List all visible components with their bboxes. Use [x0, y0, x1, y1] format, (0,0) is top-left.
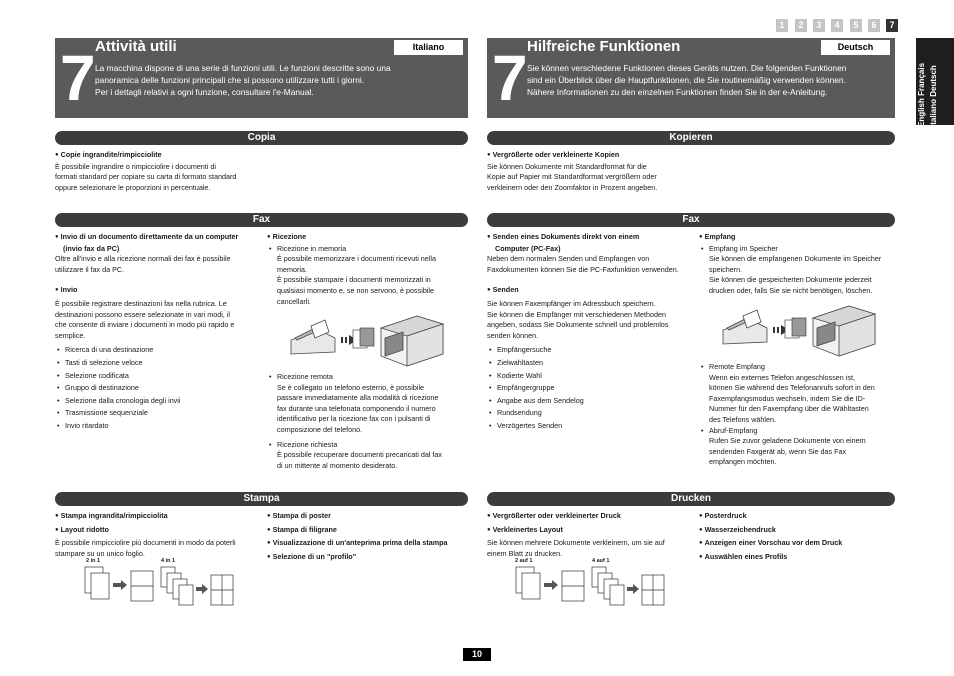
merged-page-icon — [562, 571, 584, 601]
fax-send-column-de: ● Senden eines Dokuments direkt von einem Computer (PC-Fax) Neben dem normalen Senden und Empfangen von Faxdokumenten können Sie die PC-Faxfunktion verwenden. ● Senden Sie können Faxempfänger im Adressbuch speichern. Sie können die Empfänger mit verschiedenen Methoden angeben, sodass Sie Dokumente schnell und problemlos senden können. • Empfängersuche • Zielwahltasten • Kodierte Wahl • Empfängergruppe • Angabe aus dem Sendelog • Rundsendung • Verzögertes Senden — [487, 232, 697, 434]
language-side-tab — [916, 38, 954, 125]
chapter-number: 7 — [492, 42, 528, 114]
page-tab-7[interactable]: 7 — [886, 19, 898, 32]
print-column-a-it: ● Stampa ingrandita/rimpicciolita ● Layout ridotto È possibile rimpicciolire più documenti in modo da poterli stampare su un unico foglio. — [55, 511, 265, 559]
reduced-layout-illustration — [514, 565, 674, 610]
arrow-right-icon — [196, 584, 208, 594]
chapter-header-italian — [55, 38, 468, 118]
page-tab-2[interactable]: 2 — [795, 19, 807, 32]
layout-4in1-label: 4 in 1 — [161, 558, 176, 564]
layout-2in1-label: 2 in 1 — [86, 558, 101, 564]
page-stack-icon — [161, 567, 193, 605]
copy-section-de: ● Vergrößerte oder verkleinerte Kopien Sie können Dokumente mit Standardformat für die Kopie auf Papier mit Standardformat vergrößern oder verkleinern oder den Zoomfaktor in Prozent angeben. — [487, 150, 717, 193]
page-tab-6[interactable]: 6 — [868, 19, 880, 32]
section-header-fax-it: Fax — [55, 213, 468, 227]
chapter-title: Hilfreiche Funktionen — [527, 38, 681, 55]
chapter-intro: La macchina dispone di una serie di funzioni utili. Le funzioni descritte sono una panoramica delle funzioni principali che si possono utilizzare tutti i giorni. Per i dettagli relativi a ogni funzione, consultare l'e-Manual. — [95, 63, 391, 97]
fax-machine-icon — [291, 320, 335, 354]
printer-icon — [813, 306, 875, 356]
chapter-intro: Sie können verschiedene Funktionen dieses Geräts nutzen. Die folgenden Funktionen sind ein Überblick über die Hauptfunktionen, die Sie routinemäßig verwenden können. Nähere Informationen zu den einzelnen Funktionen finden Sie in der e-Anleitung. — [527, 63, 847, 97]
layout-4in1-label: 4 auf 1 — [592, 558, 610, 564]
section-header-drucken: Drucken — [487, 492, 895, 506]
print-column-b-de: ● Posterdruck ● Wasserzeichendruck ● Anzeigen einer Vorschau vor dem Druck ● Auswählen eines Profils — [699, 511, 909, 565]
page-tab-4[interactable]: 4 — [831, 19, 843, 32]
page-stack-icon — [592, 567, 624, 605]
merged-page-icon — [211, 575, 233, 605]
section-header-fax-de: Fax — [487, 213, 895, 227]
arrow-right-icon — [113, 580, 127, 590]
fax-machine-icon — [723, 310, 767, 344]
side-tab-line1: English Français — [917, 62, 926, 127]
copy-section-it: ● Copie ingrandite/rimpicciolite È possibile ingrandire o rimpicciolire i documenti di formati standard per copiare su carta di formato standard oppure selezionare le proporzioni in percentuale. — [55, 150, 285, 193]
fax-receive-bottom-it: • Ricezione remota Se è collegato un telefono esterno, è possibile passare immediatamente alla modalità di ricezione fax durante una telefonata componendo il numero identificativo per la ricezione fax con i pulsanti di composizione del telefono. • Ricezione richiesta È possibile recuperare documenti precaricati dal fax di un mittente al momento desiderato. — [267, 372, 467, 471]
section-header-stampa: Stampa — [55, 492, 468, 506]
layout-2in1-label: 2 auf 1 — [515, 558, 533, 564]
document-icon — [785, 318, 806, 338]
fax-send-column-it: ● Invio di un documento direttamente da un computer (invio fax da PC) Oltre all'invio e alla ricezione normali dei fax è possibile utilizzare il fax da PC. ● Invio È possibile registrare destinazioni fax nella rubrica. Le destinazioni possono essere selezionate in vari modi, il che consente di inviare i documenti in modo più rapido e semplice. • Ricerca di una destinazione • Tasti di selezione veloce • Selezione codificata • Gruppo di destinazione • Selezione dalla cronologia degli invii • Trasmissione sequenziale • Invio ritardato — [55, 232, 267, 434]
language-badge: Italiano — [394, 40, 463, 55]
print-column-a-de: ● Vergrößerter oder verkleinerter Druck ● Verkleinertes Layout Sie können mehrere Dokumente verkleinern, um sie auf einem Blatt zu drucken. — [487, 511, 697, 559]
chapter-number: 7 — [60, 42, 96, 114]
fax-receive-top-de: ● Empfang • Empfang im Speicher Sie können die empfangenen Dokumente im Speicher speichern. Sie können die gespeicherten Dokumente jederzeit drucken oder, falls Sie sie nicht benötigen, löschen. — [699, 232, 899, 297]
page-stack-icon — [516, 567, 540, 599]
arrow-right-icon — [627, 584, 639, 594]
merged-page-icon — [131, 571, 153, 601]
document-icon — [353, 328, 374, 348]
fax-receive-illustration — [717, 300, 877, 358]
side-tab-line2: Italiano Deutsch — [929, 65, 938, 127]
fax-receive-bottom-de: • Remote Empfang Wenn ein externes Telefon angeschlossen ist, können Sie während des Telefonanrufs sofort in den Faxempfangsmodus wechseln, indem Sie die ID- Nummer für den Faxempfang über die Wähltasten des Telefons wählen. • Abruf-Empfang Rufen Sie zuvor geladene Dokumente von einem sendenden Faxgerät ab, wenn Sie das Fax empfangen möchten. — [699, 362, 899, 468]
page-stack-icon — [85, 567, 109, 599]
page-tab-3[interactable]: 3 — [813, 19, 825, 32]
merged-page-icon — [642, 575, 664, 605]
reduced-layout-illustration — [83, 565, 243, 610]
section-header-copia: Copia — [55, 131, 468, 145]
arrow-right-icon — [544, 580, 558, 590]
fax-receive-illustration — [285, 310, 445, 368]
page-tab-5[interactable]: 5 — [850, 19, 862, 32]
section-header-kopieren: Kopieren — [487, 131, 895, 145]
fax-receive-top-it: ● Ricezione • Ricezione in memoria È possibile memorizzare i documenti ricevuti nella memoria. È possibile stampare i documenti memorizzati in qualsiasi momento e, se non servono, è possibile cancellarli. — [267, 232, 467, 307]
print-column-b-it: ● Stampa di poster ● Stampa di filigrane ● Visualizzazione di un'anteprima prima della stampa ● Selezione di un "profilo" — [267, 511, 477, 565]
language-badge: Deutsch — [821, 40, 890, 55]
page-tab-1[interactable]: 1 — [776, 19, 788, 32]
printer-icon — [381, 316, 443, 366]
page-number: 10 — [463, 648, 491, 661]
chapter-header-german — [487, 38, 895, 118]
chapter-title: Attività utili — [95, 38, 177, 55]
